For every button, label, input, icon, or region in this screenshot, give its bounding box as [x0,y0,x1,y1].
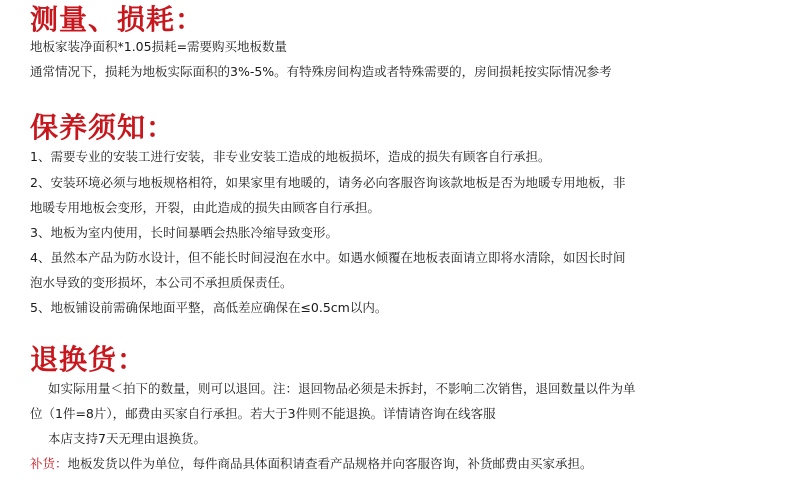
loss-line-1: 地板家装净面积*1.05损耗=需要购买地板数量 [30,39,288,54]
section-loss-title: 测量、损耗： [30,3,205,36]
supplement-label: 补货： [30,456,68,471]
care-line-7: 5、地板铺设前需确保地面平整，高低差应确保在≤0.5cm以内。 [30,300,388,315]
supplement-line [30,455,593,473]
supplement-text: 地板发货以件为单位，每件商品具体面积请查看产品规格并向客服咨询，补货邮费由买家承担。 [67,456,593,471]
care-line-3: 地暖专用地板会变形，开裂，由此造成的损失由顾客自行承担。 [30,200,381,215]
care-line-2: 2、安装环境必须与地板规格相符，如果家里有地暖的，请务必向客服咨询该款地板是否为地暖专用地板，非 [30,175,626,190]
section-return-title: 退换货： [30,343,147,376]
care-line-4: 3、地板为室内使用，长时间暴晒会热胀冷缩导致变形。 [30,225,338,240]
return-line-3: 本店支持7天无理由退换货。 [48,431,206,446]
care-line-6: 泡水导致的变形损坏，本公司不承担质保责任。 [30,275,293,290]
return-line-2: 位（1件=8片），邮费由买家自行承担。若大于3件则不能退换。详情请咨询在线客服 [30,406,496,421]
loss-line-2: 通常情况下，损耗为地板实际面积的3%-5%。有特殊房间构造或者特殊需要的，房间损耗按实际情况参考 [30,64,612,79]
care-line-5: 4、虽然本产品为防水设计，但不能长时间浸泡在水中。如遇水倾覆在地板表面请立即将水清除，如因长时间 [30,250,626,265]
section-care-title: 保养须知： [30,111,176,144]
care-line-1: 1、需要专业的安装工进行安装，非专业安装工造成的地板损坏，造成的损失有顾客自行承担。 [30,149,551,164]
return-line-1: 如实际用量＜拍下的数量，则可以退回。注：退回物品必须是未拆封，不影响二次销售，退回数量以件为单 [48,381,636,396]
